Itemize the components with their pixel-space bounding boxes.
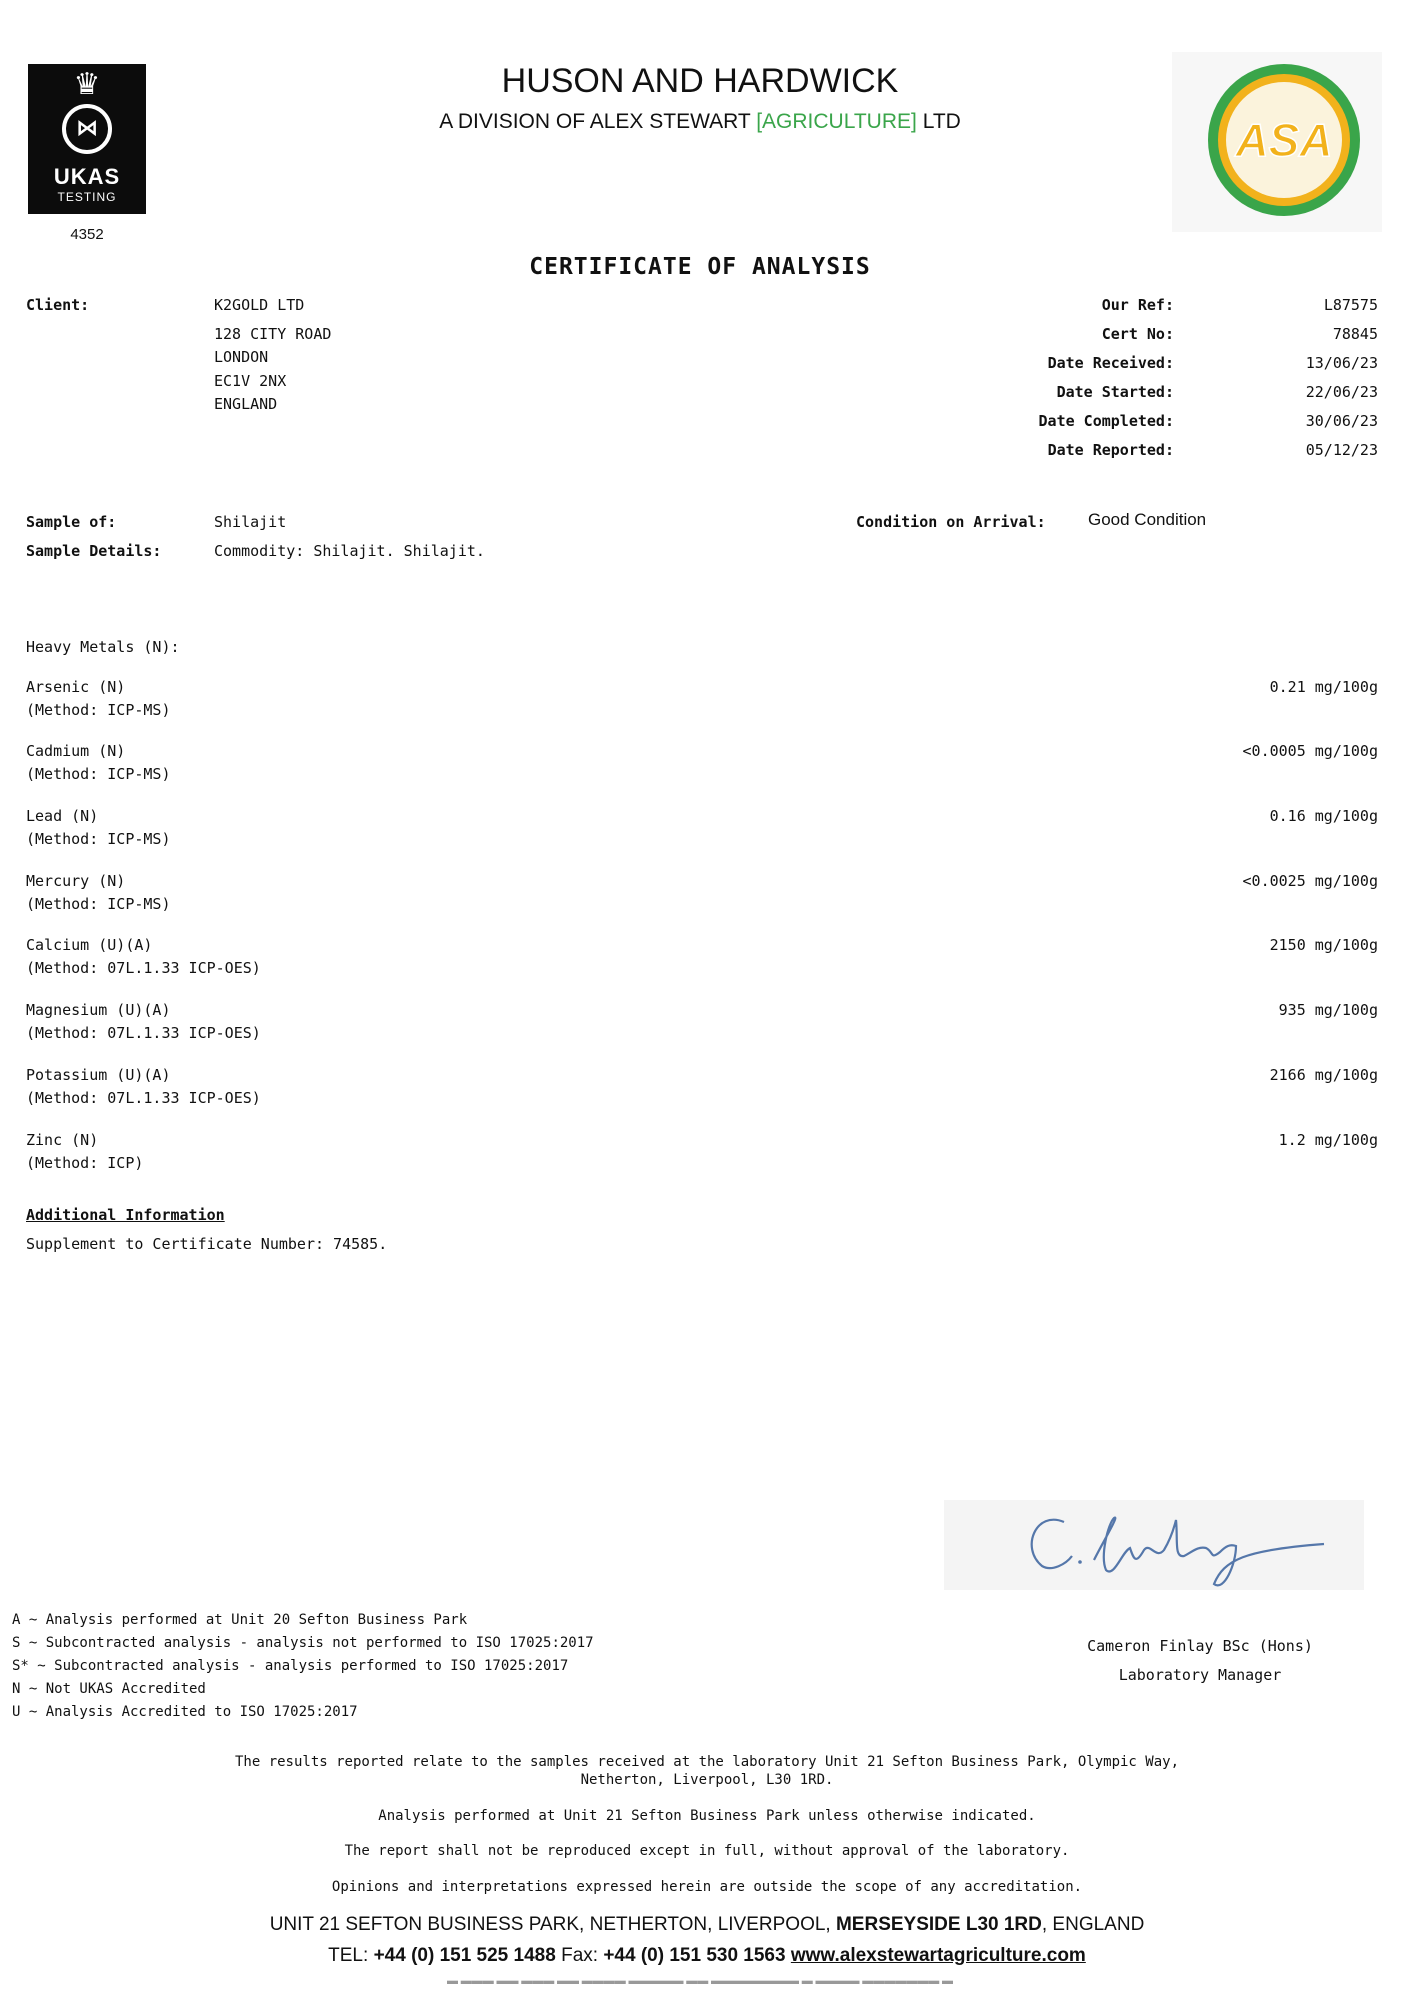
client-name: K2GOLD LTD (214, 296, 305, 314)
signatory-role: Laboratory Manager (1118, 1666, 1282, 1684)
ukas-logo (28, 64, 146, 214)
company-name: HUSON AND HARDWICK (501, 62, 899, 100)
sample-of-label: Sample of: (26, 513, 117, 531)
result-name: Mercury (N) (26, 872, 126, 890)
date-received-value: 13/06/23 (1305, 354, 1378, 372)
footer-note: The results reported relate to the samples received at the laboratory Unit 21 Sefton Business Park, Olympic Way, (234, 1754, 1179, 1770)
cert-no-label: Cert No: (1101, 325, 1174, 343)
company-division: A DIVISION OF ALEX STEWART [AGRICULTURE] LTD (439, 110, 961, 133)
cert-no-value: 78845 (1332, 325, 1378, 343)
result-value: <0.0025 mg/100g (1242, 872, 1378, 890)
footer-note: The report shall not be reproduced except in full, without approval of the laboratory. (344, 1843, 1070, 1859)
result-value: 2166 mg/100g (1269, 1066, 1378, 1084)
ukas-emblem-icon: ⋈ (62, 104, 112, 154)
ukas-number: 4352 (70, 226, 104, 243)
additional-info-heading: Additional Information (26, 1206, 225, 1224)
legend-line: N ~ Not UKAS Accredited (12, 1681, 206, 1697)
footer-note: Netherton, Liverpool, L30 1RD. (580, 1772, 834, 1788)
signatory-name: Cameron Finlay BSc (Hons) (1087, 1637, 1313, 1655)
result-method: (Method: 07L.1.33 ICP-OES) (26, 1024, 261, 1042)
result-value: <0.0005 mg/100g (1242, 742, 1378, 760)
result-value: 935 mg/100g (1278, 1001, 1378, 1019)
result-name: Arsenic (N) (26, 678, 126, 696)
condition-label: Condition on Arrival: (856, 513, 1046, 531)
result-value: 0.21 mg/100g (1269, 678, 1378, 696)
date-reported-value: 05/12/23 (1305, 441, 1378, 459)
sample-of-value: Shilajit (214, 513, 287, 531)
result-method: (Method: ICP-MS) (26, 701, 171, 719)
date-completed-value: 30/06/23 (1305, 412, 1378, 430)
client-address-line: 128 CITY ROAD (214, 325, 332, 343)
ukas-testing-label: TESTING (57, 190, 117, 204)
cropped-footer-text: ▬ ▬▬▬ ▬▬ ▬▬▬ ▬▬ ▬▬▬▬ ▬▬▬▬▬ ▬▬ ▬▬▬▬▬▬▬▬ ▬ ▬▬▬▬ ▬▬▬▬▬▬▬ ▬ (447, 1975, 953, 1985)
footer-contact: TEL: +44 (0) 151 525 1488 Fax: +44 (0) 151 530 1563 www.alexstewartagriculture.com (328, 1945, 1086, 1966)
section-heading: Heavy Metals (N): (26, 638, 180, 656)
result-method: (Method: ICP) (26, 1154, 144, 1172)
additional-info-text: Supplement to Certificate Number: 74585. (26, 1235, 388, 1253)
date-started-label: Date Started: (1056, 383, 1174, 401)
result-value: 2150 mg/100g (1269, 936, 1378, 954)
result-name: Potassium (U)(A) (26, 1066, 171, 1084)
date-received-label: Date Received: (1047, 354, 1174, 372)
client-address-line: ENGLAND (214, 395, 278, 413)
client-label: Client: (26, 296, 90, 314)
asa-logo (1172, 52, 1382, 232)
website-link[interactable]: www.alexstewartagriculture.com (790, 1945, 1086, 1966)
footer-address: UNIT 21 SEFTON BUSINESS PARK, NETHERTON, LIVERPOOL, MERSEYSIDE L30 1RD, ENGLAND (269, 1914, 1145, 1935)
date-started-value: 22/06/23 (1305, 383, 1378, 401)
result-method: (Method: ICP-MS) (26, 830, 171, 848)
legend-line: A ~ Analysis performed at Unit 20 Sefton Business Park (12, 1612, 468, 1628)
footer-note: Opinions and interpretations expressed herein are outside the scope of any accreditation. (331, 1879, 1083, 1895)
our-ref-value: L87575 (1323, 296, 1378, 314)
result-method: (Method: 07L.1.33 ICP-OES) (26, 1089, 261, 1107)
result-method: (Method: ICP-MS) (26, 895, 171, 913)
result-name: Magnesium (U)(A) (26, 1001, 171, 1019)
client-address-line: EC1V 2NX (214, 372, 287, 390)
result-name: Cadmium (N) (26, 742, 126, 760)
result-value: 0.16 mg/100g (1269, 807, 1378, 825)
legend-line: U ~ Analysis Accredited to ISO 17025:2017 (12, 1704, 358, 1720)
our-ref-label: Our Ref: (1101, 296, 1174, 314)
legend-line: S* ~ Subcontracted analysis - analysis performed to ISO 17025:2017 (12, 1658, 569, 1674)
result-name: Zinc (N) (26, 1131, 99, 1149)
result-method: (Method: ICP-MS) (26, 765, 171, 783)
result-name: Lead (N) (26, 807, 99, 825)
result-value: 1.2 mg/100g (1278, 1131, 1378, 1149)
sample-details-label: Sample Details: (26, 542, 162, 560)
ukas-label: UKAS (53, 164, 121, 189)
date-completed-label: Date Completed: (1038, 412, 1174, 430)
date-reported-label: Date Reported: (1047, 441, 1174, 459)
result-method: (Method: 07L.1.33 ICP-OES) (26, 959, 261, 977)
svg-text:ASA: ASA (1235, 114, 1333, 166)
sample-details-value: Commodity: Shilajit. Shilajit. (214, 542, 485, 560)
condition-value: Good Condition (1088, 510, 1207, 529)
legend-line: S ~ Subcontracted analysis - analysis not performed to ISO 17025:2017 (12, 1635, 594, 1651)
certificate-title: CERTIFICATE OF ANALYSIS (529, 254, 871, 280)
crown-icon: ♛ (73, 68, 101, 101)
footer-note: Analysis performed at Unit 21 Sefton Business Park unless otherwise indicated. (378, 1808, 1036, 1824)
client-address-line: LONDON (214, 348, 269, 366)
signature (944, 1500, 1364, 1590)
result-name: Calcium (U)(A) (26, 936, 153, 954)
